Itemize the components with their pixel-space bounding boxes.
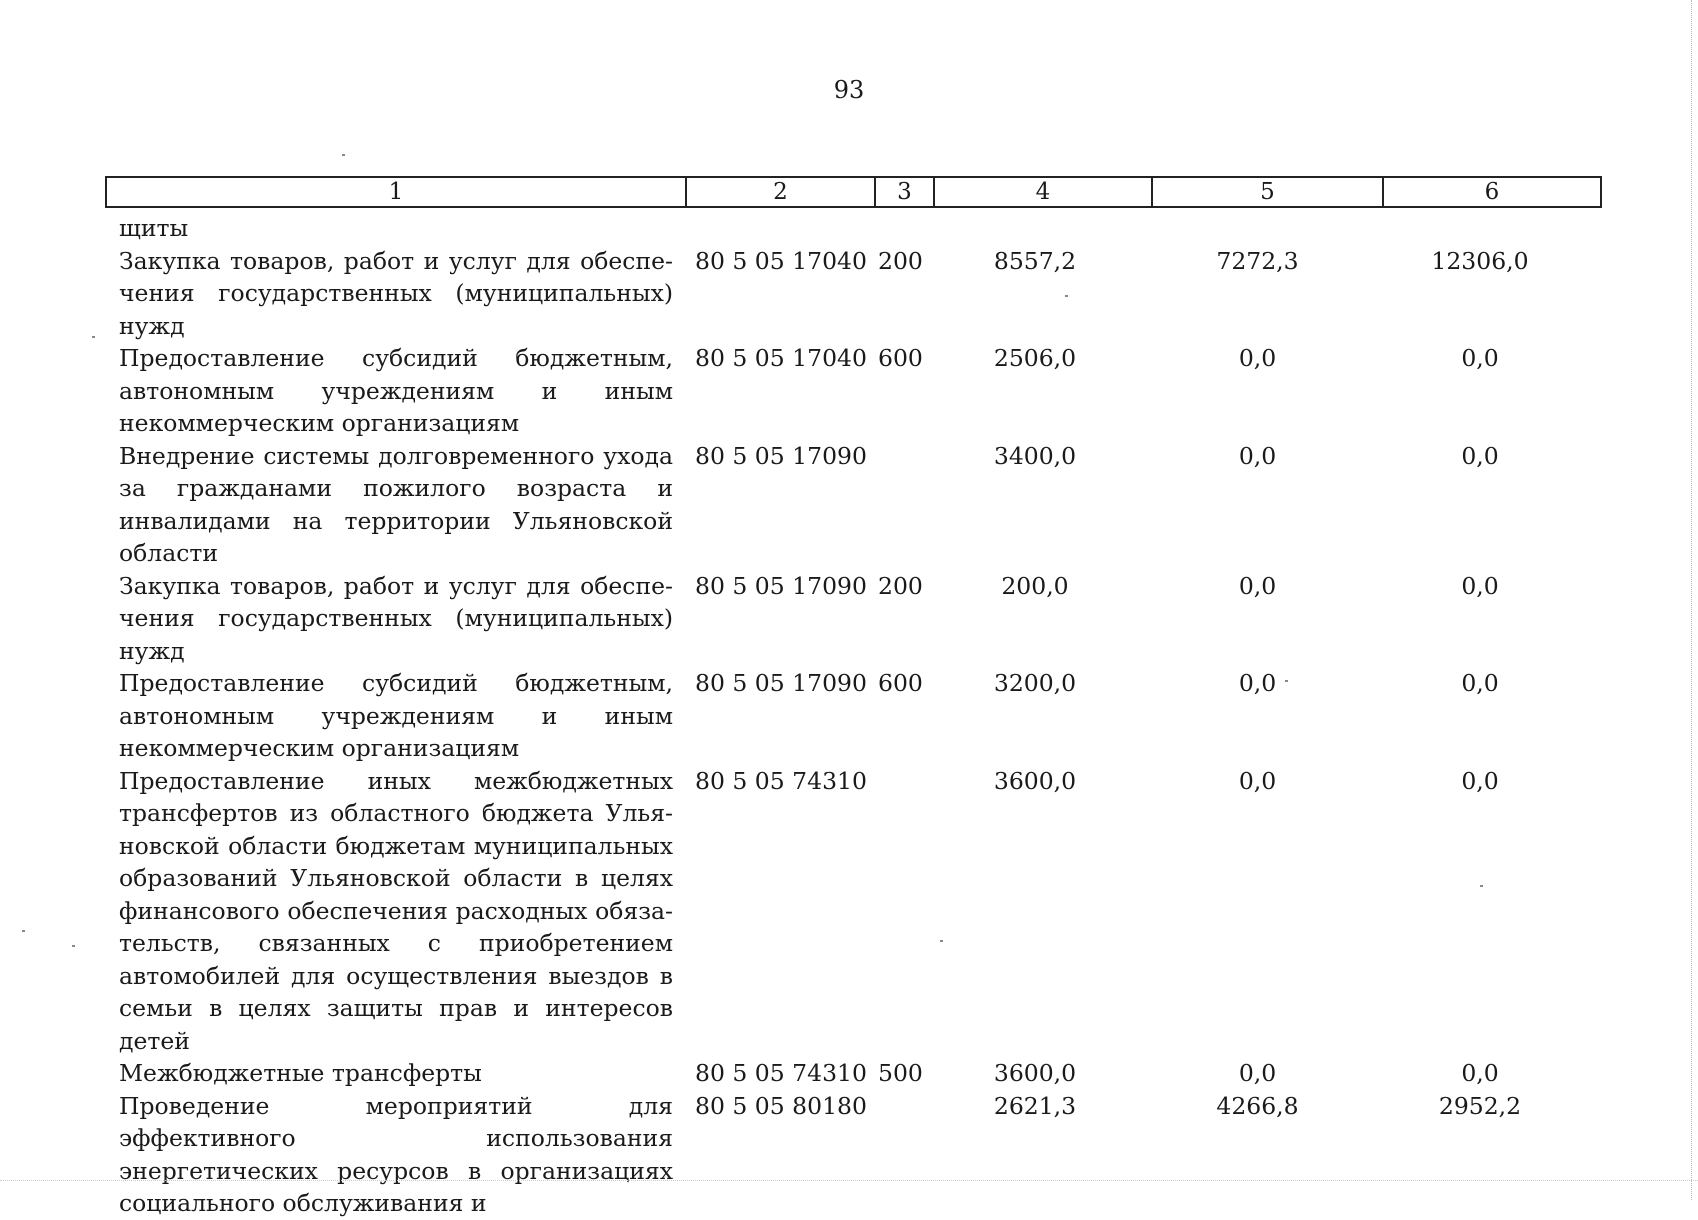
column-header-1: 1: [106, 177, 686, 207]
row-target-code: 80 5 05 74310: [695, 1059, 867, 1087]
row-value-col4: 200,0: [1001, 571, 1069, 600]
row-value-col4: 3400,0: [993, 441, 1077, 470]
row-value-col4: 3200,0: [993, 669, 1077, 697]
row-expense-type: [870, 440, 927, 570]
budget-table-body: [105, 212, 1588, 1220]
scan-speck: [1285, 680, 1288, 682]
row-value-col5: 0,0: [1238, 1059, 1277, 1087]
table-row: [105, 765, 1588, 1058]
row-target-code: 80 5 05 17040: [695, 246, 867, 275]
scan-bottom-artifact: [0, 1180, 1698, 1182]
row-expense-type: 500: [878, 1059, 923, 1087]
row-value-col6: 0,0: [1461, 766, 1499, 795]
column-header-6: 6: [1383, 177, 1601, 207]
row-description: Межбюджетные трансферты: [119, 1059, 482, 1087]
row-target-code: 80 5 05 17090: [695, 669, 867, 697]
scan-speck: [72, 945, 75, 947]
row-description: Закупка товаров, работ и услуг для обеспечения государственных (муниципальных) нужд: [119, 246, 673, 340]
row-value-col5: 0,0: [1238, 441, 1277, 470]
scan-speck: [22, 930, 25, 932]
row-expense-type: [870, 765, 927, 1058]
row-value-col5: 7272,3: [1216, 246, 1299, 275]
table-row: [105, 570, 1588, 668]
column-header-2: 2: [686, 177, 875, 207]
row-value-col6: 0,0: [1461, 344, 1499, 372]
row-target-code: 80 5 05 17040: [695, 344, 867, 372]
row-expense-type: [870, 1090, 927, 1220]
row-value-col5: [1143, 212, 1372, 245]
scan-speck: [940, 940, 943, 942]
row-value-col5: 0,0: [1238, 571, 1277, 600]
row-description: Предоставление субсидий бюджетным, автономным учреждениям и иным некоммерческим организациям: [119, 344, 673, 437]
row-value-col6: 0,0: [1461, 441, 1499, 470]
row-expense-type: 600: [878, 344, 923, 372]
table-row: [105, 212, 1588, 245]
row-description: Проведение мероприятий для эффективного использования энергетических ресурсов в организациях социального обслуживания и: [119, 1091, 673, 1217]
row-target-code: [683, 212, 870, 245]
row-value-col4: 2621,3: [993, 1091, 1077, 1120]
row-value-col5: 0,0: [1238, 669, 1277, 697]
scan-speck: [1065, 295, 1068, 297]
row-description: Предоставление субсидий бюджетным, автономным учреждениям и иным некоммерческим организациям: [119, 669, 673, 762]
column-header-4: 4: [934, 177, 1152, 207]
row-value-col4: 8557,2: [993, 246, 1077, 275]
row-description: щиты: [119, 214, 189, 242]
row-expense-type: 200: [878, 246, 923, 275]
column-header-table: [105, 176, 1602, 208]
row-value-col5: 0,0: [1238, 766, 1277, 795]
row-value-col5: 4266,8: [1216, 1091, 1299, 1120]
column-header-row: [106, 177, 1601, 207]
row-description: Предоставление иных межбюджетных трансфертов из областного бюджета Ульяновской области бюджетам муниципальных образований Ульяновской области в целях финансового обеспечения расходных обязательств, связанных с приобретением автомобилей для осуществления выездов в семьи в целях защиты прав и интересов детей: [119, 766, 673, 1055]
scan-speck: [1480, 885, 1483, 887]
row-target-code: 80 5 05 17090: [695, 571, 867, 600]
row-value-col4: [927, 212, 1143, 245]
row-target-code: 80 5 05 74310: [695, 766, 867, 795]
row-value-col5: 0,0: [1238, 344, 1277, 372]
row-value-col6: 0,0: [1461, 669, 1499, 697]
column-header-5: 5: [1152, 177, 1383, 207]
row-value-col6: 12306,0: [1431, 246, 1529, 275]
row-value-col4: 2506,0: [993, 344, 1077, 372]
row-value-col6: 0,0: [1461, 571, 1499, 600]
row-value-col6: 0,0: [1461, 1059, 1499, 1087]
scan-speck: [342, 154, 345, 156]
table-row: [105, 1057, 1588, 1090]
row-value-col4: 3600,0: [993, 766, 1077, 795]
row-target-code: 80 5 05 17090: [695, 441, 867, 470]
row-description: Закупка товаров, работ и услуг для обеспечения государственных (муниципальных) нужд: [119, 571, 673, 665]
scan-speck: [92, 336, 95, 338]
row-description: Внедрение системы долговременного ухода за гражданами пожилого возраста и инвалидами на территории Ульяновской области: [119, 441, 673, 567]
row-value-col6: 2952,2: [1438, 1091, 1522, 1120]
row-expense-type: 600: [878, 669, 923, 697]
page-number: 93: [833, 76, 865, 104]
row-value-col4: 3600,0: [993, 1059, 1077, 1087]
table-row: [105, 1090, 1588, 1220]
row-value-col6: [1372, 212, 1588, 245]
row-target-code: 80 5 05 80180: [695, 1091, 867, 1120]
column-header-3: 3: [875, 177, 934, 207]
table-row: [105, 342, 1588, 440]
table-row: [105, 667, 1588, 765]
row-expense-type: [870, 212, 927, 245]
table-row: [105, 245, 1588, 343]
row-expense-type: 200: [878, 571, 923, 600]
scan-edge-artifact: [1690, 0, 1692, 1200]
table-row: [105, 440, 1588, 570]
